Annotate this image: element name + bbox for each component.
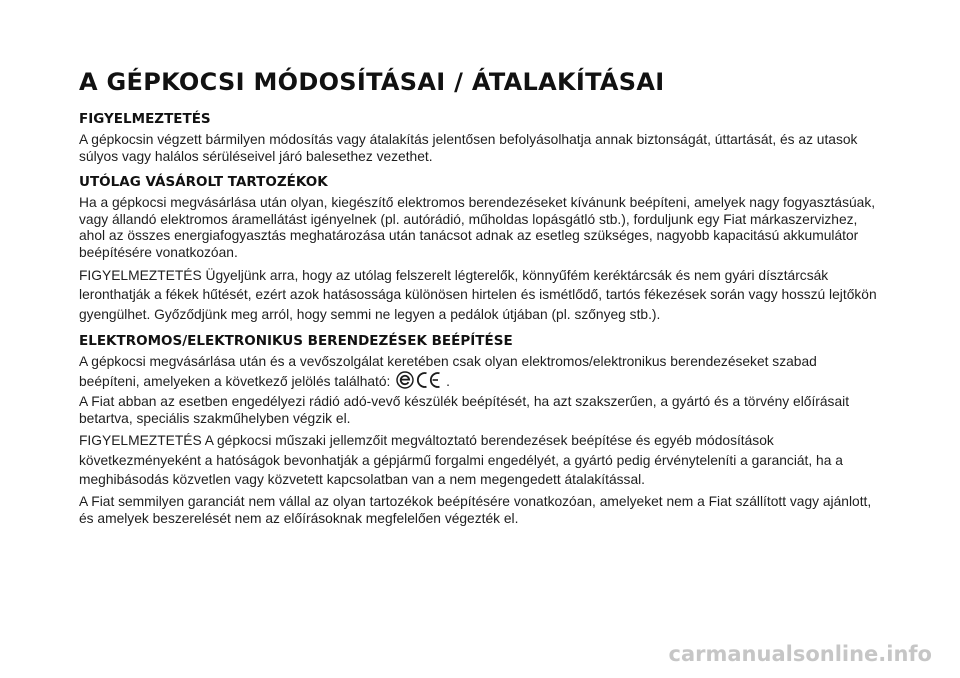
watermark: carmanualsonline.info xyxy=(668,642,932,666)
e-mark-icon xyxy=(394,371,416,389)
document-page xyxy=(79,68,879,527)
page-title: A GÉPKOCSI MÓDOSÍTÁSAI / ÁTALAKÍTÁSAI xyxy=(79,68,665,96)
paragraph-radio: A Fiat abban az esetben engedélyezi rádió adó-vevő készülék beépítését, ha azt szakszerűen, a gyártó és a törvény előírásait betartva, speciális szakműhelyben végzik el. xyxy=(79,394,850,426)
heading-electronics: ELEKTROMOS/ELEKTRONIKUS BERENDEZÉSEK BEÉPÍTÉSE xyxy=(79,333,513,350)
paragraph-electronics-warning: FIGYELMEZTETÉS A gépkocsi műszaki jellemzőit megváltoztató berendezések beépítése és egyéb módosítások következményeként a hatóságok bevonhatják a gépjármű forgalmi engedélyét, a gyártó pedig érvényteleníti a garanciát, ha a meghibásodás közvetlen vagy közvetett kapcsolatban van a nem megengedett átalakítással. xyxy=(79,433,843,488)
paragraph-guarantee: A Fiat semmilyen garanciát nem vállal az olyan tartozékok beépítésére vonatkozóan, amelyeket nem a Fiat szállított vagy ajánlott, és amelyek beszerelését nem az előírásoknak megfelelően végezték el. xyxy=(79,493,872,526)
paragraph-accessories-warning: FIGYELMEZTETÉS Ügyeljünk arra, hogy az utólag felszerelt légterelők, könnyűfém keréktárcsák és nem gyári dísztárcsák leronthatják a fékek hűtését, ezért azok hatásossága különösen hirtelen és ismétlődő, tartós fékezések során vagy hosszú lejtőkön gyengülhet. Győződjünk meg arról, hogy semmi ne legyen a pedálok útjában (pl. szőnyeg stb.). xyxy=(79,267,877,322)
paragraph-electronics-text: A gépkocsi megvásárlása után és a vevőszolgálat keretében csak olyan elektromos/elektronikus berendezéseket szabad beépíteni, amelyeken a következő jelölés található: xyxy=(79,354,817,389)
paragraph-accessories: Ha a gépkocsi megvásárlása után olyan, kiegészítő elektromos berendezéseket kívánunk beépíteni, amelyek nagy fogyasztásúak, vagy állandó elektromos áramellátást igényelnek (pl. autórádió, műholdas lopásgátló stb.), forduljunk egy Fiat márkaszervizhez, ahol az összes energiafogyasztás meghatározása után tanácsot adnak az esetleg szükséges, nagyobb kapacitású akkumulátor beépítésére vonatkozóan. xyxy=(79,195,876,260)
paragraph-warning: A gépkocsin végzett bármilyen módosítás vagy átalakítás jelentősen befolyásolhatja annak biztonságát, úttartását, és az utasok súlyos vagy halálos sérüléseivel járó balesethez vezethet. xyxy=(79,132,858,164)
mark-suffix: . xyxy=(446,373,450,389)
heading-accessories: UTÓLAG VÁSÁROLT TARTOZÉKOK xyxy=(79,174,328,191)
ce-mark-icon xyxy=(416,371,442,389)
paragraph-electronics xyxy=(79,354,879,390)
heading-warning: FIGYELMEZTETÉS xyxy=(79,111,211,127)
